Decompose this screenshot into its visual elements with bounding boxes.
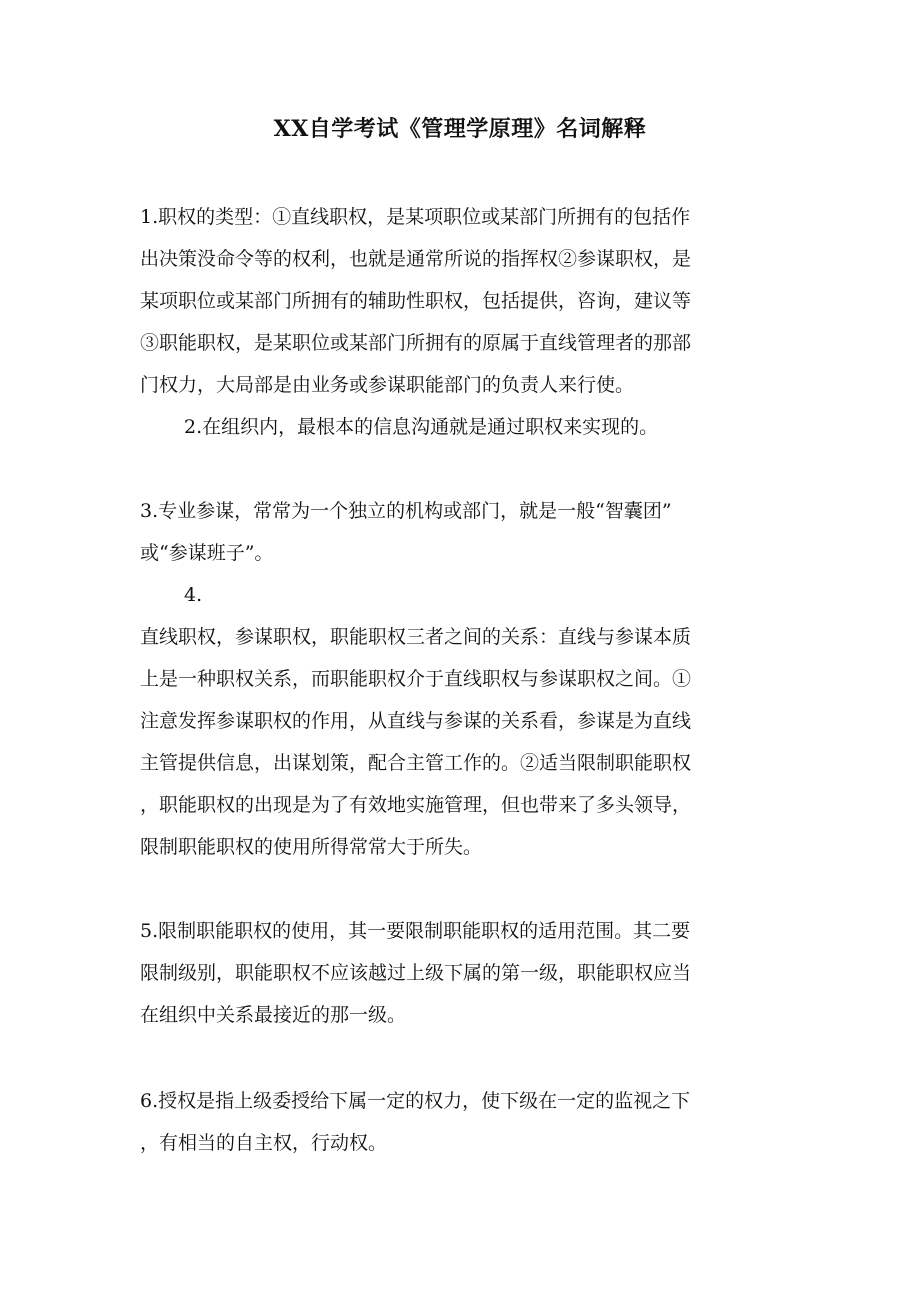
paragraph-1	[140, 196, 780, 406]
paragraph-line: 直线职权，参谋职权，职能职权三者之间的关系：直线与参谋本质	[140, 626, 692, 648]
paragraph-line: 某项职位或某部门所拥有的辅助性职权，包括提供，咨询，建议等	[140, 290, 692, 312]
paragraph-5	[140, 910, 780, 1036]
paragraph-line: 在组织中关系最接近的那一级。	[140, 1004, 407, 1026]
paragraph-line: ③职能职权，是某职位或某部门所拥有的原属于直线管理者的那部	[140, 332, 692, 354]
paragraph-line: 3.专业参谋，常常为一个独立的机构或部门，就是一般“智囊团”	[140, 500, 672, 522]
paragraph-2	[140, 406, 780, 448]
paragraph-line: 限制级别，职能职权不应该越过上级下属的第一级，职能职权应当	[140, 962, 692, 984]
paragraph-line: 门权力，大局部是由业务或参谋职能部门的负责人来行使。	[140, 374, 635, 396]
paragraph-line: 或“参谋班子”。	[140, 542, 274, 564]
paragraph-4	[140, 574, 780, 868]
paragraph-line: 1.职权的类型：①直线职权，是某项职位或某部门所拥有的包括作	[140, 206, 691, 228]
page-title: XX自学考试《管理学原理》名词解释	[273, 116, 647, 142]
paragraph-line: ，有相当的自主权，行动权。	[140, 1132, 388, 1154]
paragraph-line: 注意发挥参谋职权的作用，从直线与参谋的关系看，参谋是为直线	[140, 710, 692, 732]
paragraph-line: 限制职能职权的使用所得常常大于所失。	[140, 836, 483, 858]
paragraph-line: 2.在组织内，最根本的信息沟通就是通过职权来实现的。	[184, 416, 659, 438]
paragraph-line: 出决策没命令等的权利，也就是通常所说的指挥权②参谋职权，是	[140, 248, 692, 270]
paragraph-line: 主管提供信息，出谋划策，配合主管工作的。②适当限制职能职权	[140, 752, 692, 774]
paragraph-6	[140, 1080, 780, 1164]
paragraph-line: 5.限制职能职权的使用，其一要限制职能职权的适用范围。其二要	[140, 920, 691, 942]
paragraph-number: 4.	[184, 584, 203, 606]
paragraph-line: 上是一种职权关系，而职能职权介于直线职权与参谋职权之间。①	[140, 668, 692, 690]
paragraph-line: ，职能职权的出现是为了有效地实施管理，但也带来了多头领导，	[140, 794, 692, 816]
paragraph-line: 6.授权是指上级委授给下属一定的权力，使下级在一定的监视之下	[140, 1090, 691, 1112]
paragraph-3	[140, 490, 780, 574]
